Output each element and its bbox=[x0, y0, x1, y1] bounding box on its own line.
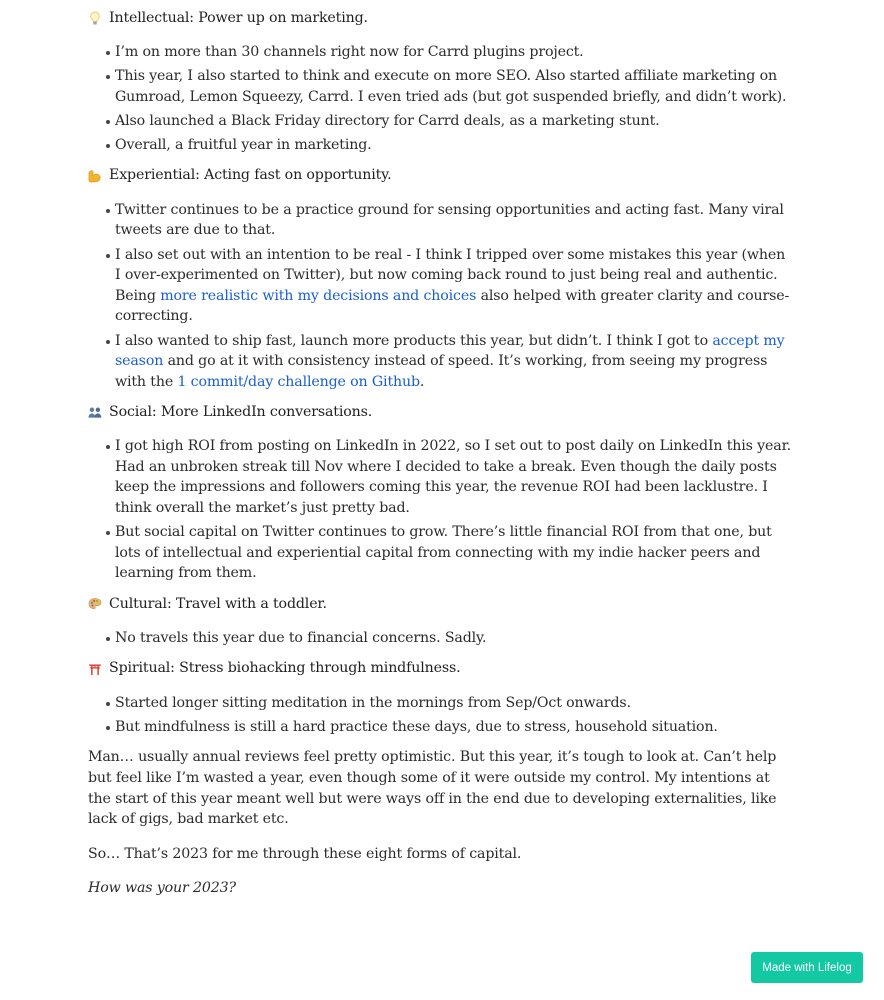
made-with-lifelog-button[interactable]: Made with Lifelog bbox=[751, 952, 863, 983]
list-item-text: I’m on more than 30 channels right now for Carrd plugins project. bbox=[115, 44, 584, 60]
capital-section bbox=[88, 402, 794, 584]
list-item-text: But social capital on Twitter continues to grow. There’s little financial ROI from that one, but lots of intellectual and experiential capital from connecting with my indie hacker peers and learning from them. bbox=[115, 524, 772, 582]
section-heading-text: Spiritual: Stress biohacking through mindfulness. bbox=[109, 660, 461, 677]
list-item-text: . bbox=[419, 373, 425, 390]
closing-question: How was your 2023? bbox=[88, 880, 236, 897]
capital-section bbox=[88, 8, 794, 156]
section-heading-text: Cultural: Travel with a toddler. bbox=[109, 595, 327, 612]
section-heading-text: Social: More LinkedIn conversations. bbox=[109, 403, 373, 420]
list-item-text: This year, I also started to think and execute on more SEO. Also started affiliate marketing on Gumroad, Lemon Squeezy, Carrd. I even tried ads (but got suspended briefly, and didn’t work). bbox=[115, 68, 787, 105]
torii-gate-icon bbox=[88, 662, 102, 676]
section-heading-text: Experiential: Acting fast on opportunity. bbox=[109, 167, 392, 184]
inline-link[interactable]: accept my season bbox=[115, 332, 785, 370]
list-item-text: I also wanted to ship fast, launch more products this year, but didn’t. I think I got to bbox=[115, 332, 713, 349]
list-item-text: But mindfulness is still a hard practice these days, due to stress, household situation. bbox=[115, 718, 718, 735]
list-item bbox=[105, 628, 794, 649]
list-item bbox=[105, 331, 794, 393]
section-heading bbox=[88, 594, 794, 614]
bullet-list bbox=[88, 693, 794, 738]
section-heading bbox=[88, 402, 794, 422]
list-item bbox=[105, 42, 794, 63]
lightbulb-icon bbox=[88, 11, 102, 25]
section-heading bbox=[88, 8, 794, 28]
closing-paragraph: Man… usually annual reviews feel pretty optimistic. But this year, it’s tough to look at. Can’t help but feel like I’m wasted a year, even though some of it were outside my control. My intentions at the start of this year meant well but were ways off in the end due to developing externalities, like lack of gigs, bad market etc. bbox=[88, 749, 777, 828]
list-item bbox=[105, 693, 794, 714]
list-item bbox=[105, 245, 794, 327]
bullet-list bbox=[88, 42, 794, 156]
artist-palette-icon bbox=[88, 597, 102, 611]
list-item-text: Also launched a Black Friday directory for Carrd deals, as a marketing stunt. bbox=[115, 112, 660, 129]
list-item-text: No travels this year due to financial concerns. Sadly. bbox=[115, 630, 487, 647]
list-item bbox=[105, 111, 794, 132]
inline-link[interactable]: more realistic with my decisions and choices bbox=[160, 287, 477, 304]
bullet-list bbox=[88, 436, 794, 584]
list-item bbox=[105, 717, 794, 738]
list-item bbox=[105, 200, 794, 241]
section-heading bbox=[88, 659, 794, 679]
list-item bbox=[105, 522, 794, 584]
list-item-text: Overall, a fruitful year in marketing. bbox=[115, 137, 372, 154]
section-heading bbox=[88, 166, 794, 186]
list-item bbox=[105, 436, 794, 518]
list-item-text: and go at it with consistency instead of speed. It’s working, from seeing my progress with the bbox=[115, 353, 768, 390]
bullet-list bbox=[88, 200, 794, 393]
article-body bbox=[88, 0, 794, 913]
capital-section bbox=[88, 594, 794, 649]
capital-section bbox=[88, 166, 794, 393]
capital-sections bbox=[88, 8, 794, 737]
people-icon bbox=[88, 405, 102, 419]
capital-section bbox=[88, 659, 794, 738]
section-heading-text: Intellectual: Power up on marketing. bbox=[109, 9, 368, 26]
inline-link[interactable]: 1 commit/day challenge on Github bbox=[177, 373, 420, 390]
list-item bbox=[105, 66, 794, 107]
list-item bbox=[105, 135, 794, 156]
list-item-text: I also set out with an intention to be real - I think I tripped over some mistakes this year (when I over-experimented on Twitter), but now coming back round to just being real and authentic. Being bbox=[115, 246, 786, 304]
list-item-text: also helped with greater clarity and course-correcting. bbox=[115, 287, 790, 325]
bullet-list bbox=[88, 628, 794, 649]
flexed-biceps-icon bbox=[88, 169, 102, 183]
list-item-text: Started longer sitting meditation in the mornings from Sep/Oct onwards. bbox=[115, 694, 631, 711]
list-item-text: I got high ROI from posting on LinkedIn in 2022, so I set out to post daily on LinkedIn this year. Had an unbroken streak till Nov where I decided to take a break. Even though the daily posts keep the impressions and followers coming this year, the revenue ROI had been lacklustre. I think overall the market’s just pretty bad. bbox=[115, 438, 792, 517]
list-item-text: Twitter continues to be a practice ground for sensing opportunities and acting fast. Many viral tweets are due to that. bbox=[115, 201, 784, 239]
summary-paragraph: So… That’s 2023 for me through these eight forms of capital. bbox=[88, 845, 522, 862]
